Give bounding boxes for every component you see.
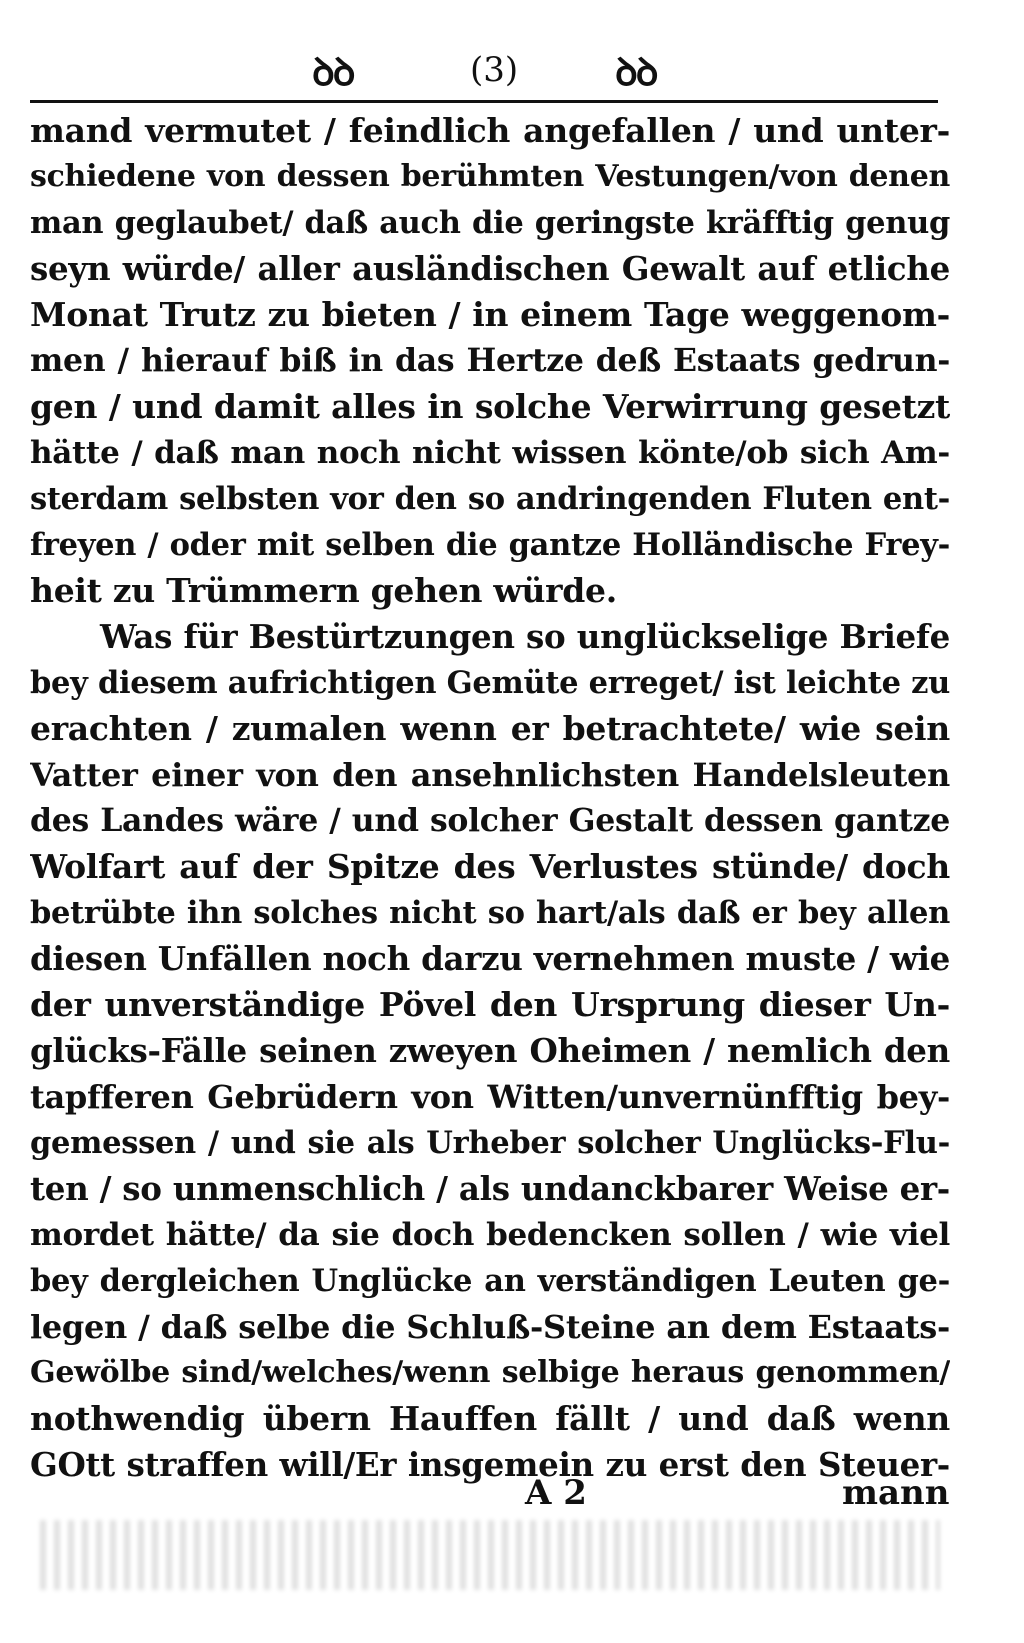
text-line: Gewölbe sind/welches/wenn selbige heraus genommen/ [30, 1355, 950, 1390]
text-line-paragraph-start: Was für Bestürtzungen so unglückselige Briefe [100, 617, 950, 656]
text-line: man geglaubet/ daß auch die geringste kräfftig genug [30, 205, 950, 241]
text-line: gen / und damit alles in solche Verwirrung gesetzt [30, 387, 950, 426]
text-line: men / hierauf biß in das Hertze deß Estaats gedrun- [30, 342, 950, 379]
text-line: sterdam selbsten vor den so andringenden Fluten ent- [30, 481, 950, 517]
text-line: hätte / daß man noch nicht wissen könte/ob sich Am- [30, 435, 950, 471]
text-line: Wolfart auf der Spitze des Verlustes stünde/ doch [30, 847, 950, 886]
text-line: glücks-Fälle seinen zweyen Oheimen / nemlich den [30, 1031, 950, 1070]
text-line: gemessen / und sie als Urheber solcher Unglücks-Flu- [30, 1125, 950, 1161]
text-line: bey dergleichen Unglücke an verständigen Leuten ge- [30, 1263, 950, 1299]
text-line: seyn würde/ aller ausländischen Gewalt auf etliche [30, 249, 950, 288]
show-through-bleed [40, 1520, 940, 1590]
text-line: mand vermutet / feindlich angefallen / und unter- [30, 111, 950, 150]
text-line: schiedene von dessen berühmten Vestungen/von denen [30, 159, 950, 194]
text-line: ten / so unmenschlich / als undanckbarer Weise er- [30, 1169, 950, 1208]
text-line: Vatter einer von den ansehnlichsten Handelsleuten [30, 756, 950, 794]
text-line: erachten / zumalen wenn er betrachtete/ wie sein [30, 709, 950, 748]
text-line: GOtt straffen will/Er insgemein zu erst den Steuer- [30, 1445, 950, 1484]
text-line: freyen / oder mit selben die gantze Holländische Frey- [30, 527, 950, 563]
text-line: nothwendig übern Hauffen fällt / und daß wenn [30, 1399, 950, 1438]
text-line: tapfferen Gebrüdern von Witten/unvernünfftig bey- [30, 1078, 950, 1116]
text-line: mordet hätte/ da sie doch bedencken sollen / wie viel [30, 1217, 950, 1253]
catchword: mann [842, 1473, 950, 1513]
page-footer [0, 1470, 1024, 1520]
text-line: betrübte ihn solches nicht so hart/als daß er bey allen [30, 895, 950, 931]
header-ornament-left: ꝺꝺ [312, 49, 354, 94]
text-line: legen / daß selbe die Schluß-Steine an dem Estaats- [30, 1308, 950, 1346]
page-number: (3) [470, 50, 519, 90]
text-line: bey diesem aufrichtigen Gemüte erreget/ ist leichte zu [30, 665, 950, 701]
signature-mark: A 2 [525, 1473, 587, 1513]
text-line: der unverständige Pövel den Ursprung dieser Un- [30, 985, 950, 1024]
header-ornament-right: ꝺꝺ [615, 49, 657, 94]
text-line: diesen Unfällen noch darzu vernehmen muste / wie [30, 939, 950, 978]
text-line: Monat Trutz zu bieten / in einem Tage weggenom- [30, 295, 950, 334]
text-line-paragraph-end: heit zu Trümmern gehen würde. [30, 571, 617, 610]
text-line: des Landes wäre / und solcher Gestalt dessen gantze [30, 802, 950, 839]
page-header [0, 42, 1024, 102]
body-text [30, 108, 950, 1488]
header-rule [30, 100, 938, 103]
